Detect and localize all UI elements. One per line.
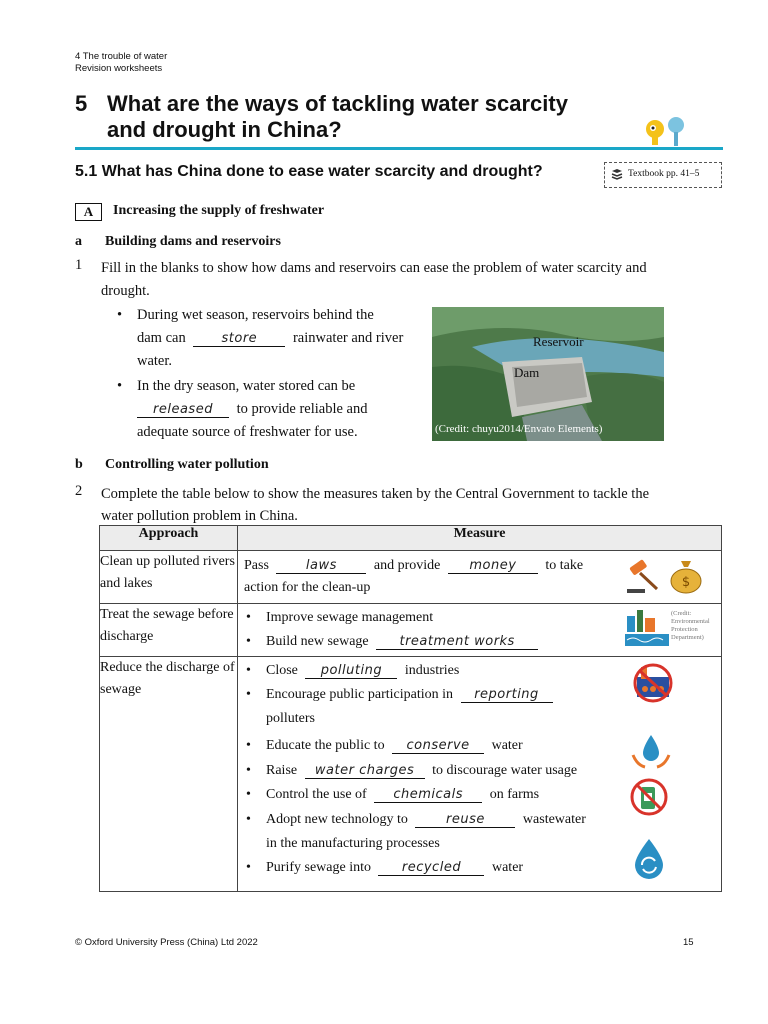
q2-number: 2 [75, 483, 83, 499]
answer-reporting[interactable]: reporting [461, 688, 553, 703]
dam-photo-illustration [432, 307, 664, 441]
r3-b1a: Close [266, 663, 298, 678]
dam-reservoir-photo [432, 307, 664, 441]
measure-reduce-discharge [238, 657, 722, 892]
q1-b2-text: to provide reliable and [236, 401, 368, 417]
r3-b3b: water [491, 738, 523, 753]
q1-line1: Fill in the blanks to show how dams and reservoirs can ease the problem of water scarcity and [101, 260, 647, 276]
answer-money[interactable]: money [448, 559, 538, 574]
q1-b2-line3: adequate source of freshwater for use. [137, 424, 358, 440]
r1-pass: Pass [244, 558, 269, 573]
q1-b1-text2: rainwater and river [292, 330, 404, 346]
svg-text:$: $ [681, 575, 691, 590]
q2-text [101, 483, 649, 527]
table-row [100, 551, 722, 604]
running-header [75, 51, 167, 75]
answer-polluting[interactable]: polluting [305, 664, 397, 679]
textbook-pages: Textbook pp. 41–5 [628, 169, 700, 179]
r3-b4a: Raise [266, 763, 298, 778]
section-title [107, 91, 568, 143]
q1-text [101, 257, 647, 303]
part-a-box: A [75, 203, 102, 221]
answer-laws[interactable]: laws [276, 559, 366, 574]
photo-label-dam: Dam [514, 365, 540, 380]
q1-b1-line1: During wet season, reservoirs behind the [137, 307, 374, 323]
answer-treatment-works[interactable]: treatment works [376, 635, 538, 650]
mascot-icon [640, 115, 692, 151]
q1-bullet-1: • During wet season, reservoirs behind the dam can store rainwater and river water. [117, 304, 422, 373]
r1-and-provide: and provide [373, 558, 441, 573]
sub-a-letter: a [75, 234, 82, 249]
measure-treat-sewage [238, 604, 722, 657]
r3-b4b: to discourage water usage [432, 763, 578, 778]
approach-reduce-discharge: Reduce the discharge of sewage [100, 657, 238, 892]
r2-bullet-1: • Improve sewage management [238, 606, 721, 630]
r1-line2: action for the clean-up [244, 580, 371, 595]
section-title-line2: and drought in China? [107, 117, 342, 142]
r3-b6c: in the manufacturing processes [266, 836, 440, 851]
answer-conserve[interactable]: conserve [392, 739, 484, 754]
sub-a-title: Building dams and reservoirs [105, 234, 281, 249]
column-header-measure: Measure [238, 526, 722, 551]
r3-b2b: polluters [266, 711, 315, 726]
footer-copyright: © Oxford University Press (China) Ltd 2022 [75, 937, 258, 948]
q2-line2: water pollution problem in China. [101, 508, 298, 524]
approach-treat-sewage: Treat the sewage before discharge [100, 604, 238, 657]
r3-b6a: Adopt new technology to [266, 812, 408, 827]
table-row [100, 604, 722, 657]
gavel-icon [625, 559, 663, 595]
q1-b1-text: dam can [137, 330, 186, 346]
answer-store[interactable]: store [193, 332, 285, 347]
subsection-title: 5.1 What has China done to ease water scarcity and drought? [75, 163, 543, 180]
sub-b-title: Controlling water pollution [105, 457, 269, 472]
approach-clean-up: Clean up polluted rivers and lakes [100, 551, 238, 604]
photo-label-reservoir: Reservoir [533, 334, 584, 349]
photo-credit: (Credit: chuyu2014/Envato Elements) [435, 423, 603, 435]
q1-b2-line1: In the dry season, water stored can be [137, 378, 356, 394]
measures-table [99, 525, 722, 892]
r3-b1b: industries [404, 663, 460, 678]
water-drop-hands-icon [631, 731, 671, 771]
r3-b2a: Encourage public participation in [266, 687, 453, 702]
q1-bullets [117, 304, 422, 444]
r3-b7b: water [491, 860, 524, 875]
r2-icon-credit: (Credit: Environmental Protection Department) [671, 610, 710, 641]
recycle-water-icon [629, 837, 669, 881]
textbook-icon [610, 167, 624, 181]
answer-released[interactable]: released [137, 403, 229, 418]
r2-b2-text: Build new sewage [266, 634, 369, 649]
r1-to-take: to take [545, 558, 584, 573]
heading-rule [75, 147, 723, 150]
part-a-title: Increasing the supply of freshwater [113, 203, 325, 218]
r3-b3a: Educate the public to [266, 738, 385, 753]
r3-b5a: Control the use of [266, 787, 367, 802]
page-number: 15 [683, 937, 694, 948]
q1-b1-line3: water. [137, 353, 173, 369]
r3-b7a: Purify sewage into [266, 860, 371, 875]
section-title-line1: What are the ways of tackling water scarcity [107, 91, 568, 116]
q1-number: 1 [75, 257, 83, 273]
factory-pollution-icon [631, 663, 675, 703]
measure-clean-up [238, 551, 722, 604]
worksheet-label: Revision worksheets [75, 63, 163, 74]
answer-water-charges[interactable]: water charges [305, 764, 425, 779]
r3-b5b: on farms [489, 787, 540, 802]
q1-line2: drought. [101, 283, 150, 299]
no-chemicals-icon [629, 777, 669, 817]
answer-reuse[interactable]: reuse [415, 813, 515, 828]
table-row [100, 657, 722, 892]
answer-chemicals[interactable]: chemicals [374, 788, 482, 803]
section-number: 5 [75, 91, 88, 116]
textbook-reference [604, 162, 722, 188]
chapter-label: 4 The trouble of water [75, 51, 168, 62]
q2-line1: Complete the table below to show the measures taken by the Central Government to tackle the [101, 486, 650, 502]
sewage-plant-icon [625, 606, 669, 648]
r3-b6b: wastewater [522, 812, 586, 827]
column-header-approach: Approach [100, 526, 238, 551]
money-bag-icon [667, 555, 705, 595]
section-heading [75, 91, 87, 117]
answer-recycled[interactable]: recycled [378, 861, 484, 876]
sub-b-letter: b [75, 457, 83, 472]
q1-bullet-2: • In the dry season, water stored can be released to provide reliable and adequate source of freshwater for use. [117, 375, 422, 444]
